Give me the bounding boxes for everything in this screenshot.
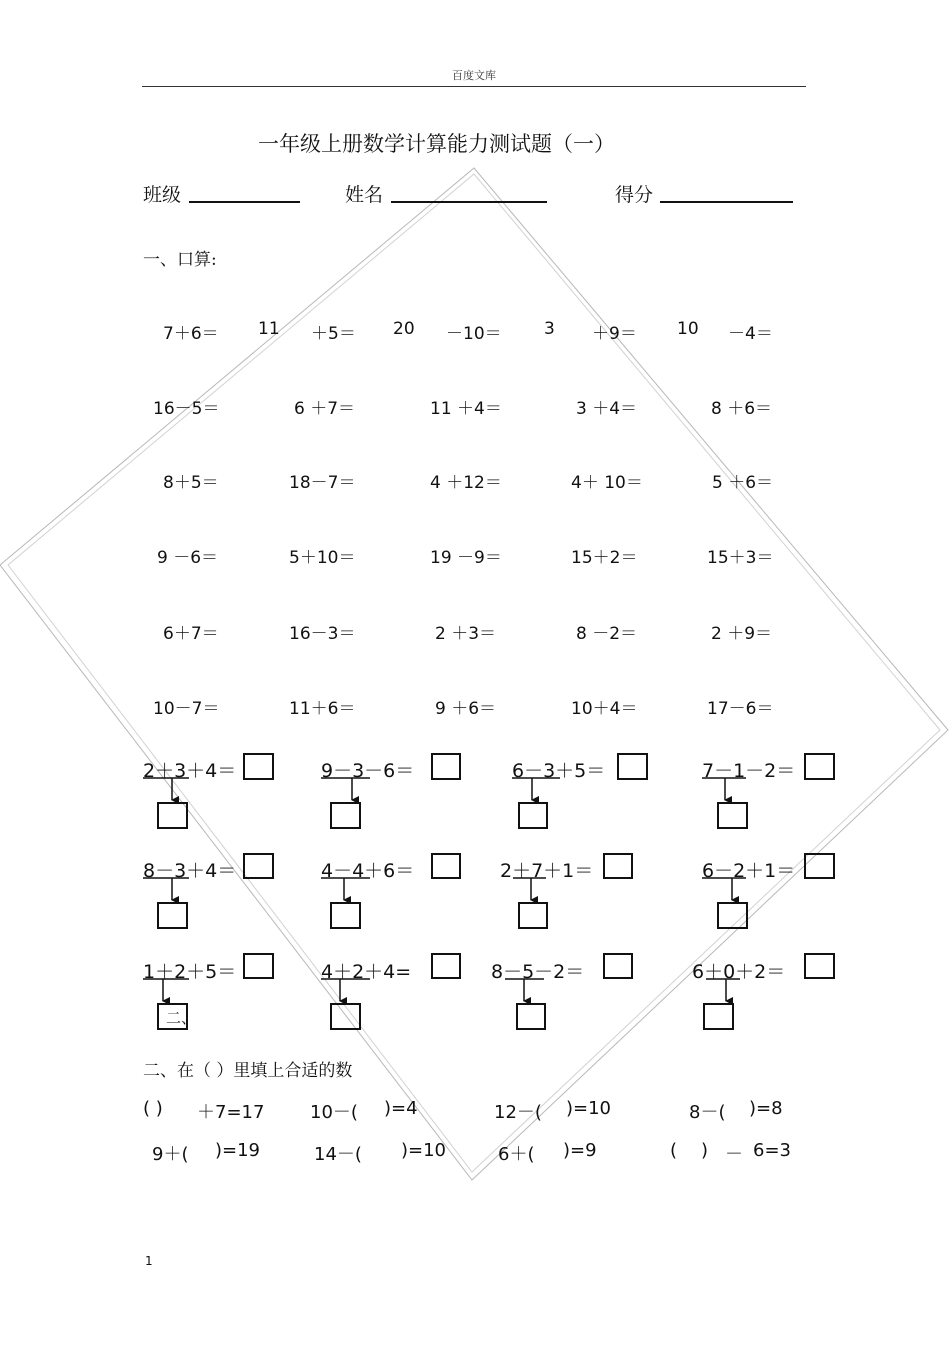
chain-expression: 1＋2＋5＝ <box>143 961 237 983</box>
oral-item: 15＋2＝ <box>571 548 638 568</box>
oral-item: 4 ＋12＝ <box>430 473 502 493</box>
fill-item: )=8 <box>749 1098 783 1119</box>
oral-item: ＋5＝ <box>311 324 356 344</box>
stray-section-label: 二、 <box>166 1009 197 1027</box>
oral-item: 3 <box>544 319 555 339</box>
answer-box[interactable] <box>243 953 274 979</box>
oral-item: 10－7＝ <box>153 699 220 719</box>
chain-expression: 6－2＋1＝ <box>702 860 796 882</box>
oral-item: 11＋6＝ <box>289 699 356 719</box>
intermediate-box[interactable] <box>703 1003 734 1030</box>
name-label: 姓名 <box>345 184 384 206</box>
chain-expression: 2＋7＋1＝ <box>500 860 594 882</box>
oral-item: －4＝ <box>728 324 773 344</box>
oral-item: 3 ＋4＝ <box>576 399 638 419</box>
fill-item: ＋7=17 <box>197 1102 265 1123</box>
oral-item: 4＋ 10＝ <box>571 473 643 493</box>
fill-item: ( ) <box>143 1098 163 1119</box>
oral-item: 16－3＝ <box>289 624 356 644</box>
answer-box[interactable] <box>617 753 648 780</box>
chain-expression: 9－3－6＝ <box>321 760 415 782</box>
fill-item: )=4 <box>384 1098 418 1119</box>
oral-item: 20 <box>393 319 415 339</box>
fill-item: 6＋( <box>498 1144 535 1165</box>
fill-item: － <box>725 1144 743 1165</box>
fill-item: 9＋( <box>152 1144 189 1165</box>
intermediate-box[interactable] <box>330 1003 361 1030</box>
answer-box[interactable] <box>804 753 835 780</box>
answer-box[interactable] <box>431 853 461 879</box>
oral-item: 6＋7＝ <box>163 624 219 644</box>
intermediate-box[interactable] <box>516 1003 546 1030</box>
oral-item: －10＝ <box>446 324 502 344</box>
intermediate-box[interactable] <box>717 902 748 929</box>
oral-item: 11 <box>258 319 280 339</box>
answer-box[interactable] <box>431 953 461 979</box>
oral-item: 7＋6＝ <box>163 324 219 344</box>
chain-expression: 4＋2＋4= <box>321 961 412 983</box>
score-label: 得分 <box>615 184 654 206</box>
chain-expression: 6－3＋5＝ <box>512 760 606 782</box>
oral-item: 5＋10＝ <box>289 548 356 568</box>
intermediate-box[interactable] <box>157 902 188 929</box>
fill-item: )=9 <box>563 1140 597 1161</box>
answer-box[interactable] <box>243 853 274 879</box>
oral-item: 16－5＝ <box>153 399 220 419</box>
page-title: 一年级上册数学计算能力测试题（一） <box>258 132 615 156</box>
intermediate-box[interactable] <box>717 802 748 829</box>
class-label: 班级 <box>143 184 182 206</box>
chain-expression: 8－5－2＝ <box>491 961 585 983</box>
oral-item: 18－7＝ <box>289 473 356 493</box>
oral-item: 8 －2＝ <box>576 624 638 644</box>
chain-expression: 6＋0＋2＝ <box>692 961 786 983</box>
fill-item: )=19 <box>215 1140 261 1161</box>
oral-item: 10＋4＝ <box>571 699 638 719</box>
intermediate-box[interactable] <box>518 802 548 829</box>
oral-item: 8 ＋6＝ <box>711 399 773 419</box>
oral-item: 8＋5＝ <box>163 473 219 493</box>
oral-item: 5 ＋6＝ <box>712 473 774 493</box>
oral-item: 2 ＋3＝ <box>435 624 497 644</box>
fill-item: )=10 <box>566 1098 612 1119</box>
fill-item: 14－( <box>314 1144 362 1165</box>
answer-box[interactable] <box>603 953 633 979</box>
source-header: 百度文库 <box>452 69 496 82</box>
answer-box[interactable] <box>804 953 835 979</box>
chain-expression: 4－4＋6＝ <box>321 860 415 882</box>
intermediate-box[interactable] <box>330 802 361 829</box>
oral-item: 9 －6＝ <box>157 548 219 568</box>
fill-item: )=10 <box>401 1140 447 1161</box>
fill-item: 8－( <box>689 1102 726 1123</box>
answer-box[interactable] <box>431 753 461 780</box>
oral-item: 15＋3＝ <box>707 548 774 568</box>
chain-expression: 2＋3＋4＝ <box>143 760 237 782</box>
chain-expression: 8－3＋4＝ <box>143 860 237 882</box>
fill-item: 12－( <box>494 1102 542 1123</box>
oral-item: 19 －9＝ <box>430 548 502 568</box>
answer-box[interactable] <box>804 853 835 879</box>
section-oral-heading: 一、口算: <box>143 250 217 270</box>
oral-item: ＋9＝ <box>592 324 637 344</box>
intermediate-box[interactable] <box>518 902 548 929</box>
chain-expression: 7－1－2＝ <box>702 760 796 782</box>
section-fill-heading: 二、在（ ）里填上合适的数 <box>143 1061 353 1081</box>
oral-item: 17－6＝ <box>707 699 774 719</box>
answer-box[interactable] <box>603 853 633 879</box>
oral-item: 9 ＋6＝ <box>435 699 497 719</box>
oral-item: 2 ＋9＝ <box>711 624 773 644</box>
oral-item: 11 ＋4＝ <box>430 399 502 419</box>
fill-item: ( <box>670 1140 678 1161</box>
fill-item: 6=3 <box>753 1140 791 1161</box>
answer-box[interactable] <box>243 753 274 780</box>
oral-item: 10 <box>677 319 699 339</box>
intermediate-box[interactable] <box>330 902 361 929</box>
fill-item: ) <box>701 1140 709 1161</box>
oral-item: 6 ＋7＝ <box>294 399 356 419</box>
intermediate-box[interactable] <box>157 802 188 829</box>
page-number: 1 <box>145 1254 153 1268</box>
fill-item: 10－( <box>310 1102 358 1123</box>
